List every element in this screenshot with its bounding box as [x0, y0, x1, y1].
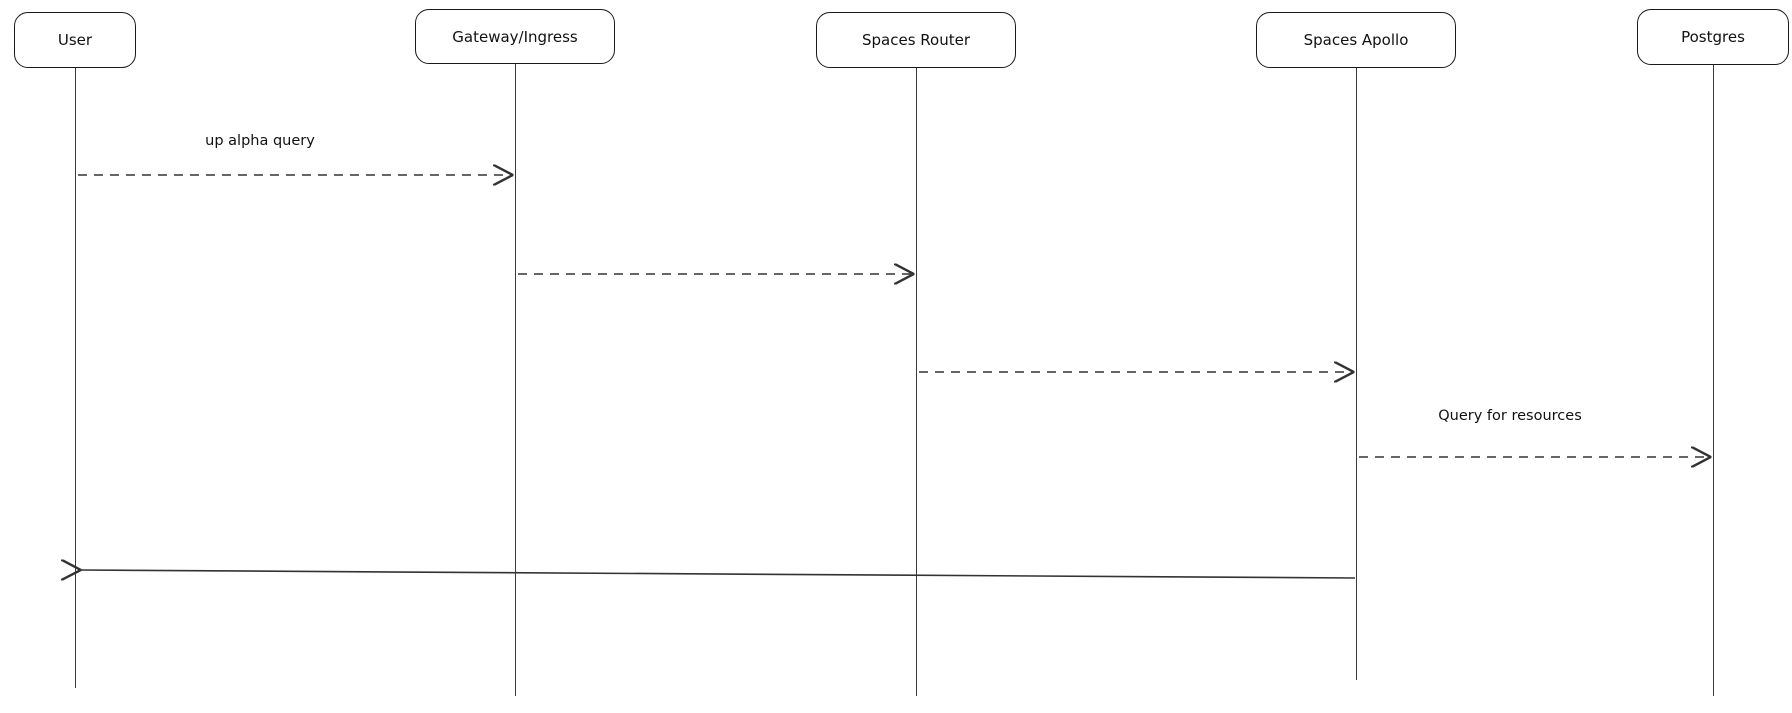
actor-label-router: Spaces Router — [861, 31, 970, 49]
actor-box-postgres[interactable] — [1637, 9, 1789, 65]
actor-box-user[interactable] — [14, 12, 136, 68]
message-line-m5 — [80, 570, 1355, 578]
actor-label-gateway: Gateway/Ingress — [452, 27, 578, 46]
actor-label-apollo: Spaces Apollo — [1303, 31, 1409, 49]
message-label-m1: up alpha query — [205, 133, 315, 149]
lifeline-user — [75, 68, 76, 688]
lifeline-router — [916, 68, 917, 696]
actor-label-postgres: Postgres — [1681, 28, 1745, 46]
message-label-m4: Query for resources — [1438, 408, 1582, 424]
actor-label-user: User — [57, 31, 93, 49]
lifeline-gateway — [515, 64, 516, 696]
lifeline-apollo — [1356, 68, 1357, 680]
actor-box-apollo[interactable] — [1256, 12, 1456, 68]
lifeline-postgres — [1713, 65, 1714, 696]
actor-box-gateway[interactable] — [415, 9, 615, 64]
actor-box-router[interactable] — [816, 12, 1016, 68]
